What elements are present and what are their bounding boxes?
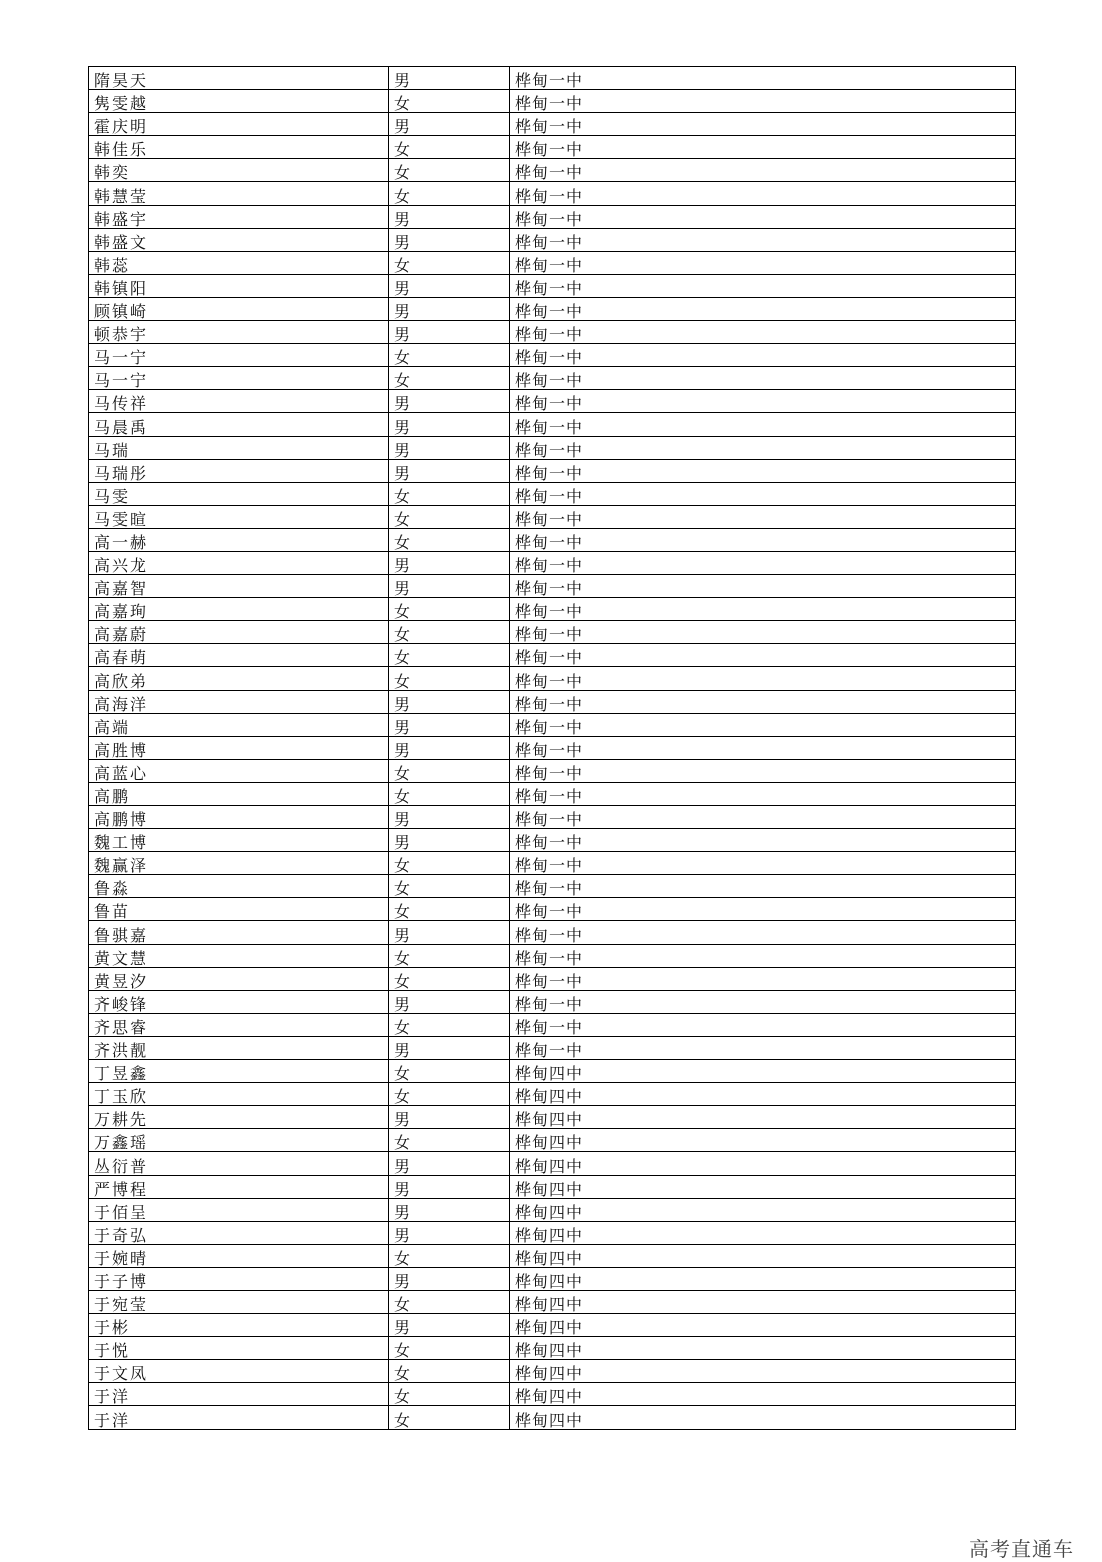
school-cell: 桦甸一中 [510, 182, 1016, 205]
table-row [89, 1083, 1016, 1106]
gender-cell: 女 [389, 898, 510, 921]
table-row [89, 113, 1016, 136]
student-name-cell: 高嘉蔚 [89, 621, 389, 644]
student-name-cell: 高兴龙 [89, 551, 389, 574]
school-cell: 桦甸一中 [510, 852, 1016, 875]
student-name-cell: 高端 [89, 713, 389, 736]
student-name-cell: 韩盛文 [89, 228, 389, 251]
gender-cell: 男 [389, 713, 510, 736]
school-cell: 桦甸一中 [510, 436, 1016, 459]
student-name-cell: 于文凤 [89, 1360, 389, 1383]
school-cell: 桦甸一中 [510, 713, 1016, 736]
school-cell: 桦甸一中 [510, 736, 1016, 759]
school-cell: 桦甸一中 [510, 990, 1016, 1013]
table-row [89, 575, 1016, 598]
student-name-cell: 万耕先 [89, 1106, 389, 1129]
table-row [89, 1129, 1016, 1152]
table-row [89, 459, 1016, 482]
gender-cell: 男 [389, 67, 510, 90]
school-cell: 桦甸四中 [510, 1083, 1016, 1106]
gender-cell: 男 [389, 1198, 510, 1221]
student-name-cell: 齐洪靓 [89, 1036, 389, 1059]
gender-cell: 男 [389, 690, 510, 713]
gender-cell: 男 [389, 551, 510, 574]
school-cell: 桦甸四中 [510, 1129, 1016, 1152]
school-cell: 桦甸一中 [510, 806, 1016, 829]
school-cell: 桦甸一中 [510, 944, 1016, 967]
student-name-cell: 高一赫 [89, 528, 389, 551]
school-cell: 桦甸一中 [510, 598, 1016, 621]
gender-cell: 女 [389, 136, 510, 159]
table-row [89, 990, 1016, 1013]
school-cell: 桦甸四中 [510, 1198, 1016, 1221]
table-row [89, 297, 1016, 320]
school-cell: 桦甸一中 [510, 67, 1016, 90]
student-name-cell: 于子博 [89, 1267, 389, 1290]
student-name-cell: 马一宁 [89, 344, 389, 367]
table-row [89, 713, 1016, 736]
table-row [89, 1175, 1016, 1198]
school-cell: 桦甸一中 [510, 898, 1016, 921]
school-cell: 桦甸一中 [510, 875, 1016, 898]
table-row [89, 182, 1016, 205]
gender-cell: 女 [389, 1383, 510, 1406]
table-row [89, 274, 1016, 297]
school-cell: 桦甸四中 [510, 1383, 1016, 1406]
student-name-cell: 高嘉珣 [89, 598, 389, 621]
table-row [89, 1360, 1016, 1383]
gender-cell: 女 [389, 875, 510, 898]
student-name-cell: 魏赢泽 [89, 852, 389, 875]
table-row [89, 1106, 1016, 1129]
gender-cell: 女 [389, 667, 510, 690]
student-roster-table [88, 66, 1016, 1430]
school-cell: 桦甸一中 [510, 621, 1016, 644]
table-row [89, 1152, 1016, 1175]
school-cell: 桦甸四中 [510, 1175, 1016, 1198]
school-cell: 桦甸一中 [510, 782, 1016, 805]
gender-cell: 男 [389, 297, 510, 320]
school-cell: 桦甸四中 [510, 1360, 1016, 1383]
table-row [89, 759, 1016, 782]
student-name-cell: 高欣弟 [89, 667, 389, 690]
table-row [89, 159, 1016, 182]
student-name-cell: 马雯暄 [89, 505, 389, 528]
gender-cell: 男 [389, 390, 510, 413]
school-cell: 桦甸一中 [510, 551, 1016, 574]
school-cell: 桦甸一中 [510, 575, 1016, 598]
table-row [89, 1406, 1016, 1429]
student-name-cell: 黄文慧 [89, 944, 389, 967]
school-cell: 桦甸一中 [510, 390, 1016, 413]
table-row [89, 228, 1016, 251]
student-name-cell: 于奇弘 [89, 1221, 389, 1244]
student-name-cell: 韩镇阳 [89, 274, 389, 297]
student-name-cell: 马晨禹 [89, 413, 389, 436]
school-cell: 桦甸四中 [510, 1221, 1016, 1244]
gender-cell: 女 [389, 852, 510, 875]
school-cell: 桦甸一中 [510, 482, 1016, 505]
gender-cell: 女 [389, 1290, 510, 1313]
student-name-cell: 于佰呈 [89, 1198, 389, 1221]
student-name-cell: 黄昱汐 [89, 967, 389, 990]
gender-cell: 女 [389, 1060, 510, 1083]
gender-cell: 女 [389, 782, 510, 805]
student-name-cell: 韩慧莹 [89, 182, 389, 205]
gender-cell: 女 [389, 1013, 510, 1036]
gender-cell: 女 [389, 182, 510, 205]
student-name-cell: 隋昊天 [89, 67, 389, 90]
table-row [89, 1060, 1016, 1083]
table-row [89, 1267, 1016, 1290]
school-cell: 桦甸四中 [510, 1060, 1016, 1083]
gender-cell: 男 [389, 736, 510, 759]
table-row [89, 644, 1016, 667]
gender-cell: 男 [389, 1175, 510, 1198]
table-row [89, 321, 1016, 344]
student-name-cell: 霍庆明 [89, 113, 389, 136]
watermark-text: 高考直通车 [969, 1537, 1074, 1561]
student-name-cell: 韩蕊 [89, 251, 389, 274]
gender-cell: 男 [389, 1267, 510, 1290]
table-row [89, 1383, 1016, 1406]
student-name-cell: 丛衍普 [89, 1152, 389, 1175]
table-row [89, 528, 1016, 551]
gender-cell: 女 [389, 251, 510, 274]
table-row [89, 944, 1016, 967]
table-row [89, 251, 1016, 274]
gender-cell: 女 [389, 598, 510, 621]
student-name-cell: 鲁苗 [89, 898, 389, 921]
student-name-cell: 隽雯越 [89, 90, 389, 113]
student-name-cell: 于彬 [89, 1314, 389, 1337]
gender-cell: 女 [389, 1406, 510, 1429]
table-row [89, 390, 1016, 413]
table-row [89, 829, 1016, 852]
student-name-cell: 于洋 [89, 1383, 389, 1406]
table-row [89, 621, 1016, 644]
gender-cell: 男 [389, 321, 510, 344]
table-row [89, 1244, 1016, 1267]
table-row [89, 967, 1016, 990]
table-row [89, 690, 1016, 713]
student-name-cell: 高嘉智 [89, 575, 389, 598]
table-row [89, 921, 1016, 944]
student-name-cell: 鲁骐嘉 [89, 921, 389, 944]
table-row [89, 667, 1016, 690]
table-row [89, 551, 1016, 574]
gender-cell: 女 [389, 482, 510, 505]
gender-cell: 女 [389, 1337, 510, 1360]
school-cell: 桦甸一中 [510, 321, 1016, 344]
gender-cell: 男 [389, 413, 510, 436]
student-name-cell: 高鹏 [89, 782, 389, 805]
gender-cell: 女 [389, 759, 510, 782]
student-name-cell: 丁昱鑫 [89, 1060, 389, 1083]
gender-cell: 男 [389, 1221, 510, 1244]
school-cell: 桦甸一中 [510, 413, 1016, 436]
student-name-cell: 顿恭宇 [89, 321, 389, 344]
table-row [89, 205, 1016, 228]
table-row [89, 852, 1016, 875]
student-name-cell: 顾镇崎 [89, 297, 389, 320]
school-cell: 桦甸一中 [510, 528, 1016, 551]
roster-body [89, 67, 1016, 1430]
student-name-cell: 马瑞彤 [89, 459, 389, 482]
student-name-cell: 于悦 [89, 1337, 389, 1360]
student-name-cell: 韩奕 [89, 159, 389, 182]
school-cell: 桦甸一中 [510, 759, 1016, 782]
gender-cell: 女 [389, 1244, 510, 1267]
gender-cell: 女 [389, 505, 510, 528]
student-name-cell: 万鑫瑶 [89, 1129, 389, 1152]
school-cell: 桦甸一中 [510, 344, 1016, 367]
school-cell: 桦甸一中 [510, 159, 1016, 182]
gender-cell: 男 [389, 1036, 510, 1059]
table-row [89, 67, 1016, 90]
table-row [89, 1290, 1016, 1313]
school-cell: 桦甸四中 [510, 1290, 1016, 1313]
gender-cell: 男 [389, 113, 510, 136]
gender-cell: 男 [389, 205, 510, 228]
gender-cell: 男 [389, 990, 510, 1013]
table-row [89, 1198, 1016, 1221]
gender-cell: 男 [389, 274, 510, 297]
school-cell: 桦甸一中 [510, 921, 1016, 944]
table-row [89, 90, 1016, 113]
gender-cell: 男 [389, 1152, 510, 1175]
gender-cell: 男 [389, 1106, 510, 1129]
table-row [89, 436, 1016, 459]
student-name-cell: 马传祥 [89, 390, 389, 413]
table-row [89, 806, 1016, 829]
table-row [89, 413, 1016, 436]
school-cell: 桦甸四中 [510, 1106, 1016, 1129]
gender-cell: 女 [389, 1083, 510, 1106]
student-name-cell: 于婉晴 [89, 1244, 389, 1267]
student-name-cell: 齐思睿 [89, 1013, 389, 1036]
table-row [89, 505, 1016, 528]
table-row [89, 736, 1016, 759]
school-cell: 桦甸一中 [510, 829, 1016, 852]
student-name-cell: 高胜博 [89, 736, 389, 759]
gender-cell: 男 [389, 459, 510, 482]
student-name-cell: 马一宁 [89, 367, 389, 390]
school-cell: 桦甸一中 [510, 1013, 1016, 1036]
school-cell: 桦甸四中 [510, 1406, 1016, 1429]
student-name-cell: 于洋 [89, 1406, 389, 1429]
table-row [89, 875, 1016, 898]
gender-cell: 女 [389, 528, 510, 551]
student-name-cell: 高鹏博 [89, 806, 389, 829]
student-name-cell: 高蓝心 [89, 759, 389, 782]
school-cell: 桦甸四中 [510, 1267, 1016, 1290]
student-name-cell: 高春萌 [89, 644, 389, 667]
table-row [89, 1314, 1016, 1337]
student-name-cell: 于宛莹 [89, 1290, 389, 1313]
school-cell: 桦甸一中 [510, 297, 1016, 320]
table-row [89, 1221, 1016, 1244]
student-name-cell: 韩盛宇 [89, 205, 389, 228]
gender-cell: 女 [389, 621, 510, 644]
student-name-cell: 鲁淼 [89, 875, 389, 898]
school-cell: 桦甸一中 [510, 228, 1016, 251]
gender-cell: 男 [389, 228, 510, 251]
table-row [89, 598, 1016, 621]
gender-cell: 男 [389, 436, 510, 459]
table-row [89, 367, 1016, 390]
school-cell: 桦甸一中 [510, 113, 1016, 136]
school-cell: 桦甸四中 [510, 1152, 1016, 1175]
student-name-cell: 高海洋 [89, 690, 389, 713]
school-cell: 桦甸一中 [510, 367, 1016, 390]
school-cell: 桦甸四中 [510, 1244, 1016, 1267]
student-name-cell: 马瑞 [89, 436, 389, 459]
table-row [89, 482, 1016, 505]
school-cell: 桦甸一中 [510, 967, 1016, 990]
gender-cell: 女 [389, 967, 510, 990]
student-name-cell: 韩佳乐 [89, 136, 389, 159]
school-cell: 桦甸一中 [510, 274, 1016, 297]
table-row [89, 1013, 1016, 1036]
school-cell: 桦甸一中 [510, 505, 1016, 528]
gender-cell: 男 [389, 806, 510, 829]
school-cell: 桦甸一中 [510, 205, 1016, 228]
table-row [89, 898, 1016, 921]
student-name-cell: 齐峻锋 [89, 990, 389, 1013]
table-row [89, 782, 1016, 805]
gender-cell: 男 [389, 575, 510, 598]
gender-cell: 女 [389, 1129, 510, 1152]
school-cell: 桦甸一中 [510, 667, 1016, 690]
school-cell: 桦甸一中 [510, 1036, 1016, 1059]
gender-cell: 男 [389, 921, 510, 944]
student-name-cell: 严博程 [89, 1175, 389, 1198]
school-cell: 桦甸一中 [510, 690, 1016, 713]
gender-cell: 女 [389, 944, 510, 967]
school-cell: 桦甸一中 [510, 459, 1016, 482]
school-cell: 桦甸一中 [510, 251, 1016, 274]
school-cell: 桦甸一中 [510, 90, 1016, 113]
gender-cell: 女 [389, 644, 510, 667]
gender-cell: 男 [389, 829, 510, 852]
table-row [89, 344, 1016, 367]
table-row [89, 1036, 1016, 1059]
table-row [89, 1337, 1016, 1360]
school-cell: 桦甸一中 [510, 136, 1016, 159]
student-name-cell: 丁玉欣 [89, 1083, 389, 1106]
school-cell: 桦甸四中 [510, 1314, 1016, 1337]
school-cell: 桦甸四中 [510, 1337, 1016, 1360]
gender-cell: 男 [389, 1314, 510, 1337]
gender-cell: 女 [389, 90, 510, 113]
gender-cell: 女 [389, 1360, 510, 1383]
gender-cell: 女 [389, 367, 510, 390]
table-row [89, 136, 1016, 159]
gender-cell: 女 [389, 159, 510, 182]
school-cell: 桦甸一中 [510, 644, 1016, 667]
student-name-cell: 魏工博 [89, 829, 389, 852]
gender-cell: 女 [389, 344, 510, 367]
student-name-cell: 马雯 [89, 482, 389, 505]
